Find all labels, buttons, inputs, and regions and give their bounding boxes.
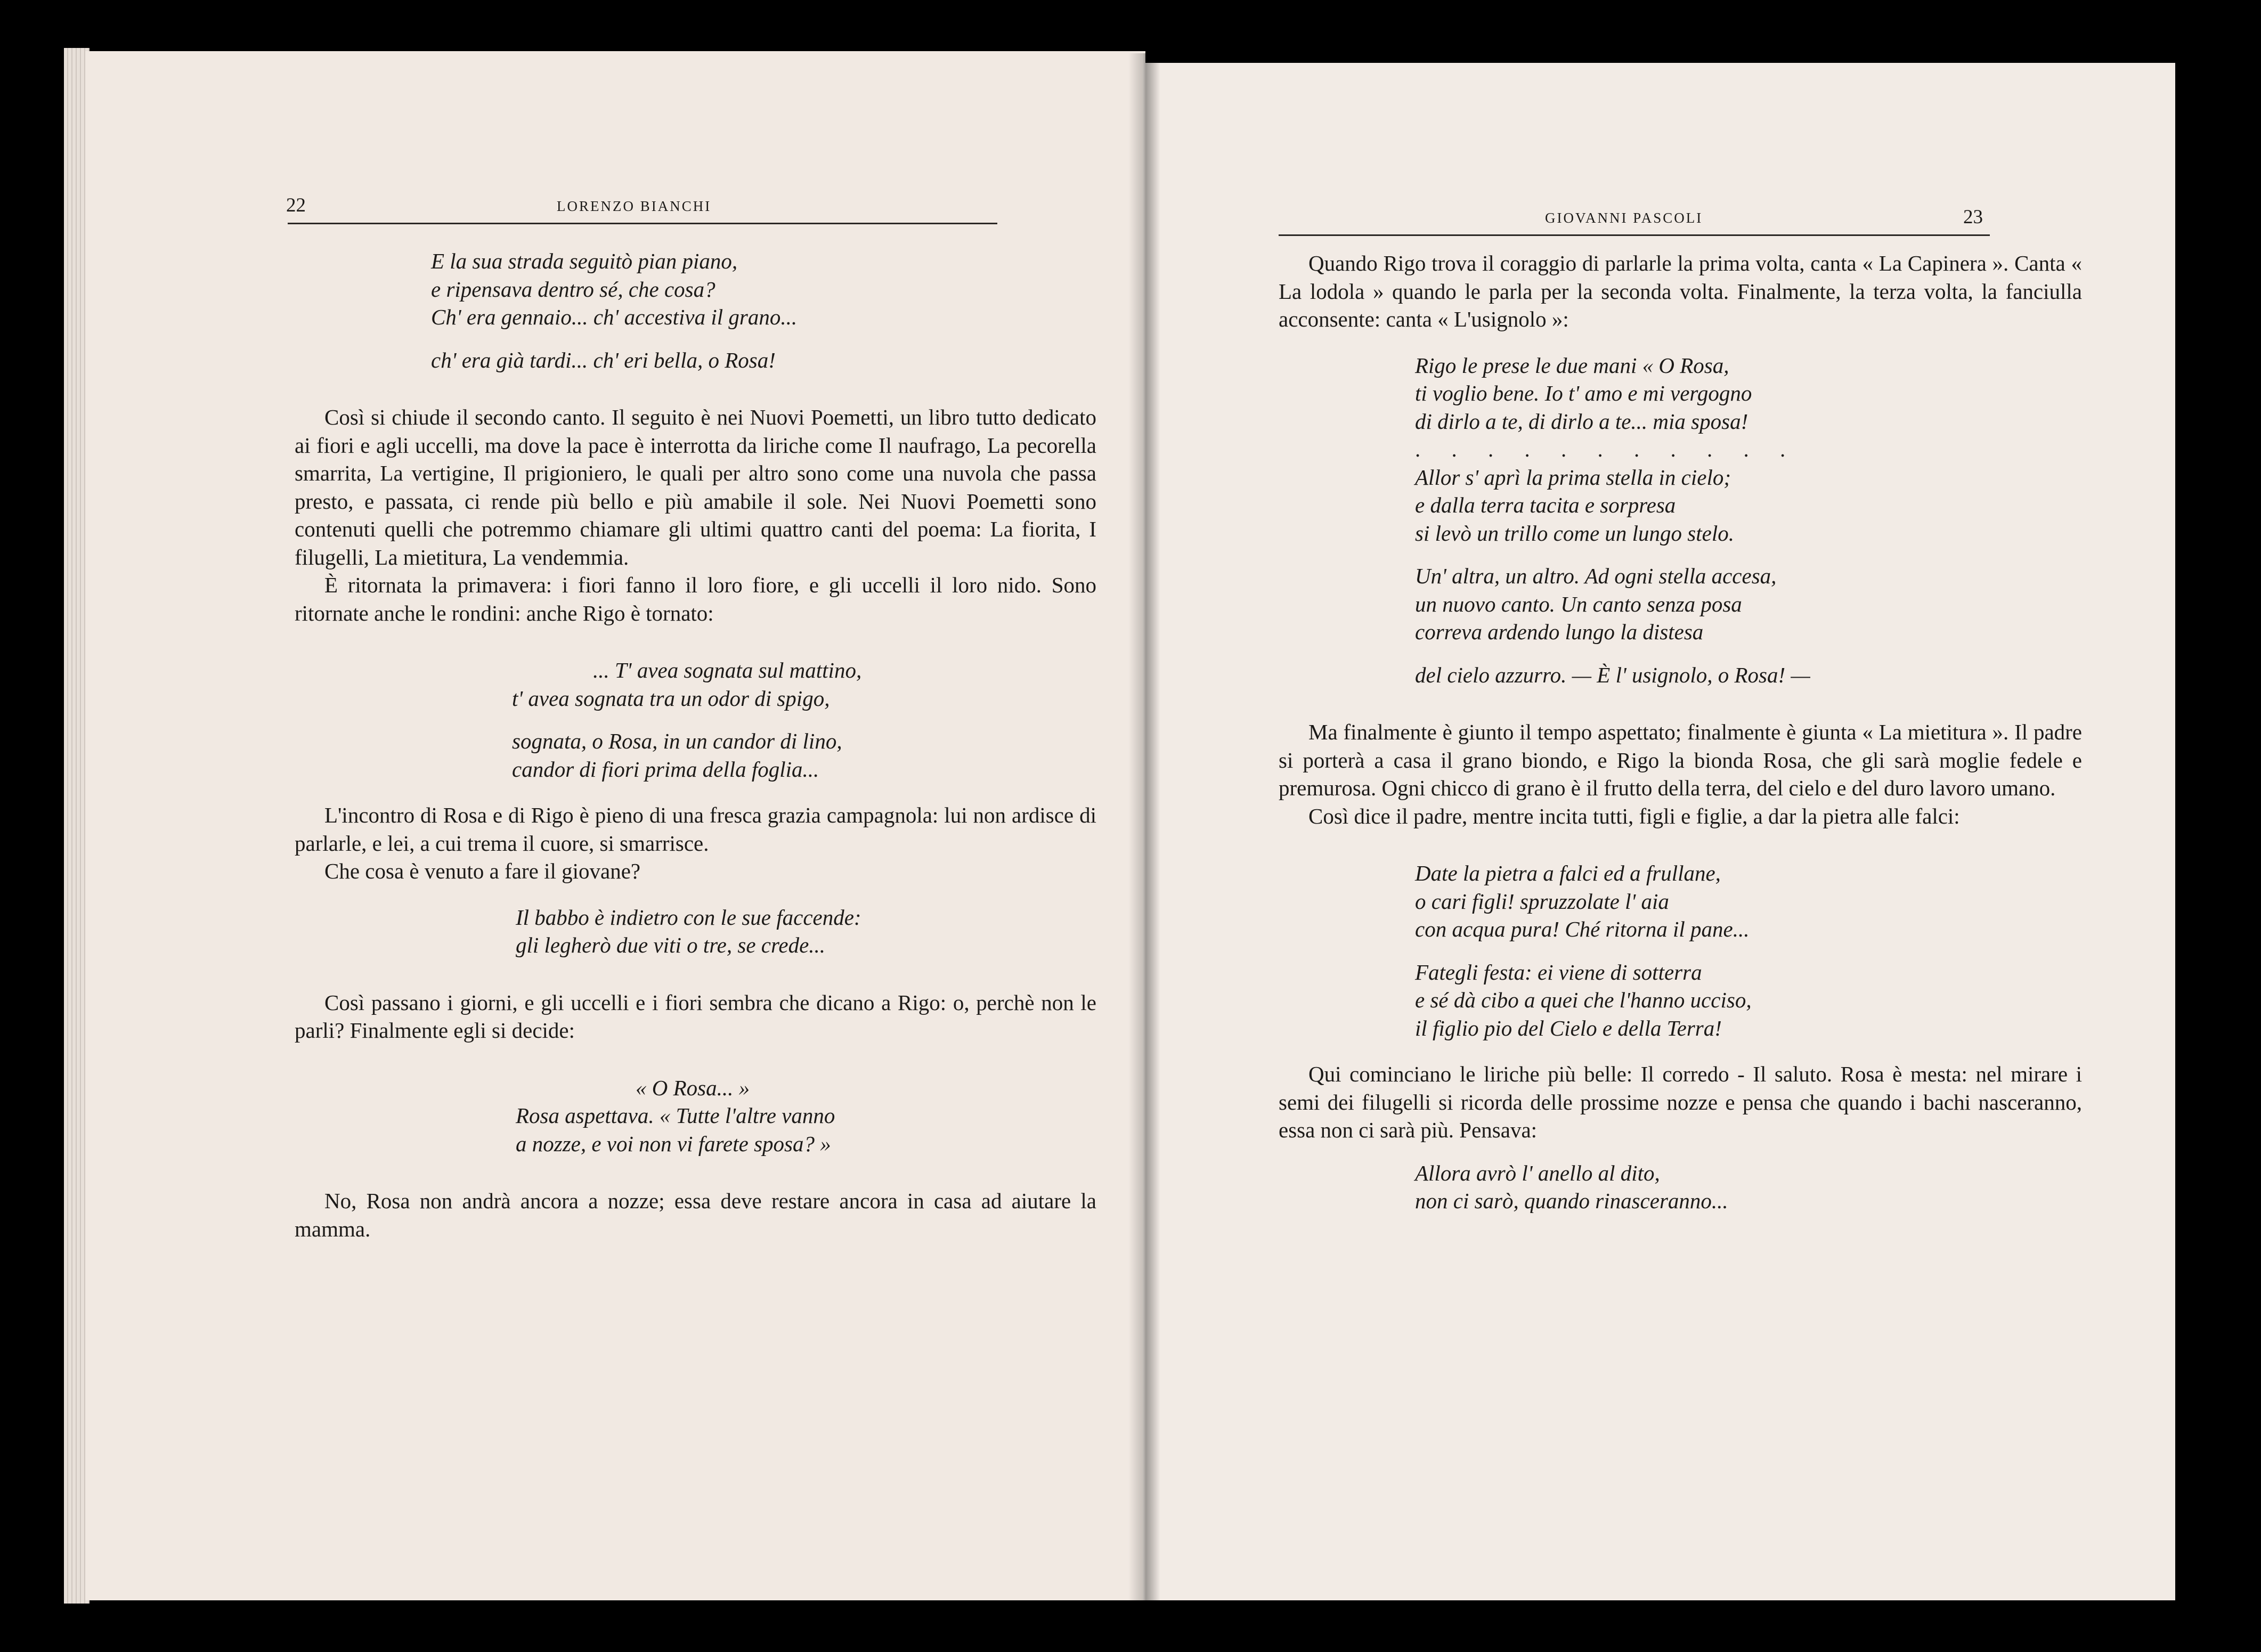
- verse-line: ... T' avea sognata sul mattino,: [593, 658, 862, 682]
- verse-line: ti voglio bene. Io t' amo e mi vergogno: [1415, 381, 1752, 405]
- right-page: [1143, 63, 2175, 1600]
- verse-line: gli legherò due viti o tre, se crede...: [516, 933, 826, 957]
- verse-line: Rigo le prese le due mani « O Rosa,: [1415, 353, 1729, 378]
- verse-line: si levò un trillo come un lungo stelo.: [1415, 520, 1734, 546]
- verse-block: [1415, 859, 2082, 1042]
- verse-block: [636, 1074, 1096, 1102]
- verse-line: a nozze, e voi non vi farete sposa? »: [516, 1131, 831, 1156]
- verse-line: candor di fiori prima della foglia...: [512, 756, 819, 782]
- verse-line: non ci sarò, quando rinasceranno...: [1415, 1189, 1728, 1213]
- page-number: 23: [1963, 206, 1983, 228]
- header-rule: [1279, 234, 1990, 236]
- paragraph: Così si chiude il secondo canto. Il seguito è nei Nuovi Poemetti, un libro tutto dedicato ai fiori e agli uccelli, ma dove la pace è interrotta da liriche come Il naufrago, La pecorella smarrita, La vertigine, Il prigioniero, le quali per altro sono come una nuvola che passa presto, e passata, ci rende più bello e più amabile il sole. Nei Nuovi Poemetti sono contenuti quelli che potremmo chiamare gli ultimi quattro canti del poema: La fiorita, I filugelli, La mietitura, La vendemmia.: [295, 405, 1096, 569]
- verse-line: Il babbo è indietro con le sue faccende:: [516, 905, 861, 930]
- verse-line: Date la pietra a falci ed a frullane,: [1415, 861, 1721, 885]
- verse-line: e dalla terra tacita e sorpresa: [1415, 493, 1676, 517]
- verse-block: [512, 685, 1096, 784]
- verse-block: [516, 904, 1096, 959]
- header-rule: [288, 223, 997, 224]
- left-body: [295, 247, 1096, 1243]
- verse-block: [431, 247, 1096, 374]
- verse-line: il figlio pio del Cielo e della Terra!: [1415, 1015, 1722, 1040]
- paragraph: Così passano i giorni, e gli uccelli e i fiori sembra che dicano a Rigo: o, perchè non le parli? Finalmente egli si decide:: [295, 990, 1096, 1043]
- verse-line: ch' era già tardi... ch' eri bella, o Rosa!: [431, 347, 776, 372]
- verse-line: « O Rosa... »: [636, 1075, 750, 1100]
- verse-line: di dirlo a te, di dirlo a te... mia sposa!: [1415, 409, 1748, 434]
- verse-line: Fategli festa: ei viene di sotterra: [1415, 959, 1702, 984]
- verse-line: t' avea sognata tra un odor di spigo,: [512, 686, 830, 711]
- paragraph: L'incontro di Rosa e di Rigo è pieno di una fresca grazia campagnola: lui non ardisce di parlarle, e lei, a cui trema il cuore, si smarrisce.: [295, 803, 1096, 856]
- verse-line: Allor s' aprì la prima stella in cielo;: [1415, 465, 1731, 490]
- page-number: 22: [286, 194, 306, 216]
- verse-block: [1415, 352, 2082, 689]
- paragraph: Quando Rigo trova il coraggio di parlarle la prima volta, canta « La Capinera ». Canta « La lodola » quando le parla per la seconda volta. Finalmente, la terza volta, la fanciulla acconsente: canta « L'usignolo »:: [1279, 251, 2082, 331]
- left-page: [85, 51, 1145, 1600]
- verse-block: [593, 656, 1096, 685]
- verse-block: [1415, 1159, 2082, 1215]
- verse-block: [516, 1102, 1096, 1158]
- verse-line: Un' altra, un altro. Ad ogni stella accesa,: [1415, 564, 1777, 588]
- ellipsis-line: . . . . . . . . . . .: [1415, 437, 1799, 461]
- book-gutter: [1128, 53, 1160, 1604]
- verse-line: un nuovo canto. Un canto senza posa: [1415, 591, 1742, 616]
- paragraph: No, Rosa non andrà ancora a nozze; essa deve restare ancora in casa ad aiutare la mamma.: [295, 1189, 1096, 1241]
- verse-line: Ch' era gennaio... ch' accestiva il grano...: [431, 305, 798, 329]
- verse-line: e ripensava dentro sé, che cosa?: [431, 276, 715, 302]
- paragraph: Che cosa è venuto a fare il giovane?: [324, 859, 641, 883]
- verse-line: Allora avrò l' anello al dito,: [1415, 1160, 1660, 1185]
- verse-line: e sé dà cibo a quei che l'hanno ucciso,: [1415, 988, 1752, 1012]
- paragraph: Ma finalmente è giunto il tempo aspettato; finalmente è giunta « La mietitura ». Il padre si porterà a casa il grano biondo, e Rigo la bionda Rosa, che gli sarà moglie fedele e premurosa. Ogni chicco di grano è il frutto della terra, del cielo e del duro lavoro umano.: [1279, 720, 2082, 800]
- paragraph: È ritornata la primavera: i fiori fanno il loro fiore, e gli uccelli il loro nido. Sono ritornate anche le rondini: anche Rigo è tornato:: [295, 573, 1096, 625]
- verse-line: o cari figli! spruzzolate l' aia: [1415, 889, 1669, 914]
- verse-line: con acqua pura! Ché ritorna il pane...: [1415, 917, 1750, 941]
- running-head: GIOVANNI PASCOLI: [1545, 210, 1703, 226]
- verse-line: Rosa aspettava. « Tutte l'altre vanno: [516, 1103, 835, 1128]
- running-head: LORENZO BIANCHI: [557, 198, 712, 214]
- verse-line: del cielo azzurro. — È l' usignolo, o Rosa! —: [1415, 662, 1810, 687]
- verse-line: E la sua strada seguitò pian piano,: [431, 249, 738, 273]
- right-body: [1279, 249, 2082, 1215]
- paragraph: Così dice il padre, mentre incita tutti, figli e figlie, a dar la pietra alle falci:: [1308, 803, 1960, 828]
- verse-line: sognata, o Rosa, in un candor di lino,: [512, 729, 842, 753]
- paragraph: Qui cominciano le liriche più belle: Il corredo - Il saluto. Rosa è mesta: nel mirare i semi dei filugelli si ricorda delle prossime nozze e pensa che quando i bachi nasceranno, essa non ci sarà più. Pensava:: [1279, 1062, 2082, 1142]
- verse-line: correva ardendo lungo la distesa: [1415, 620, 1704, 644]
